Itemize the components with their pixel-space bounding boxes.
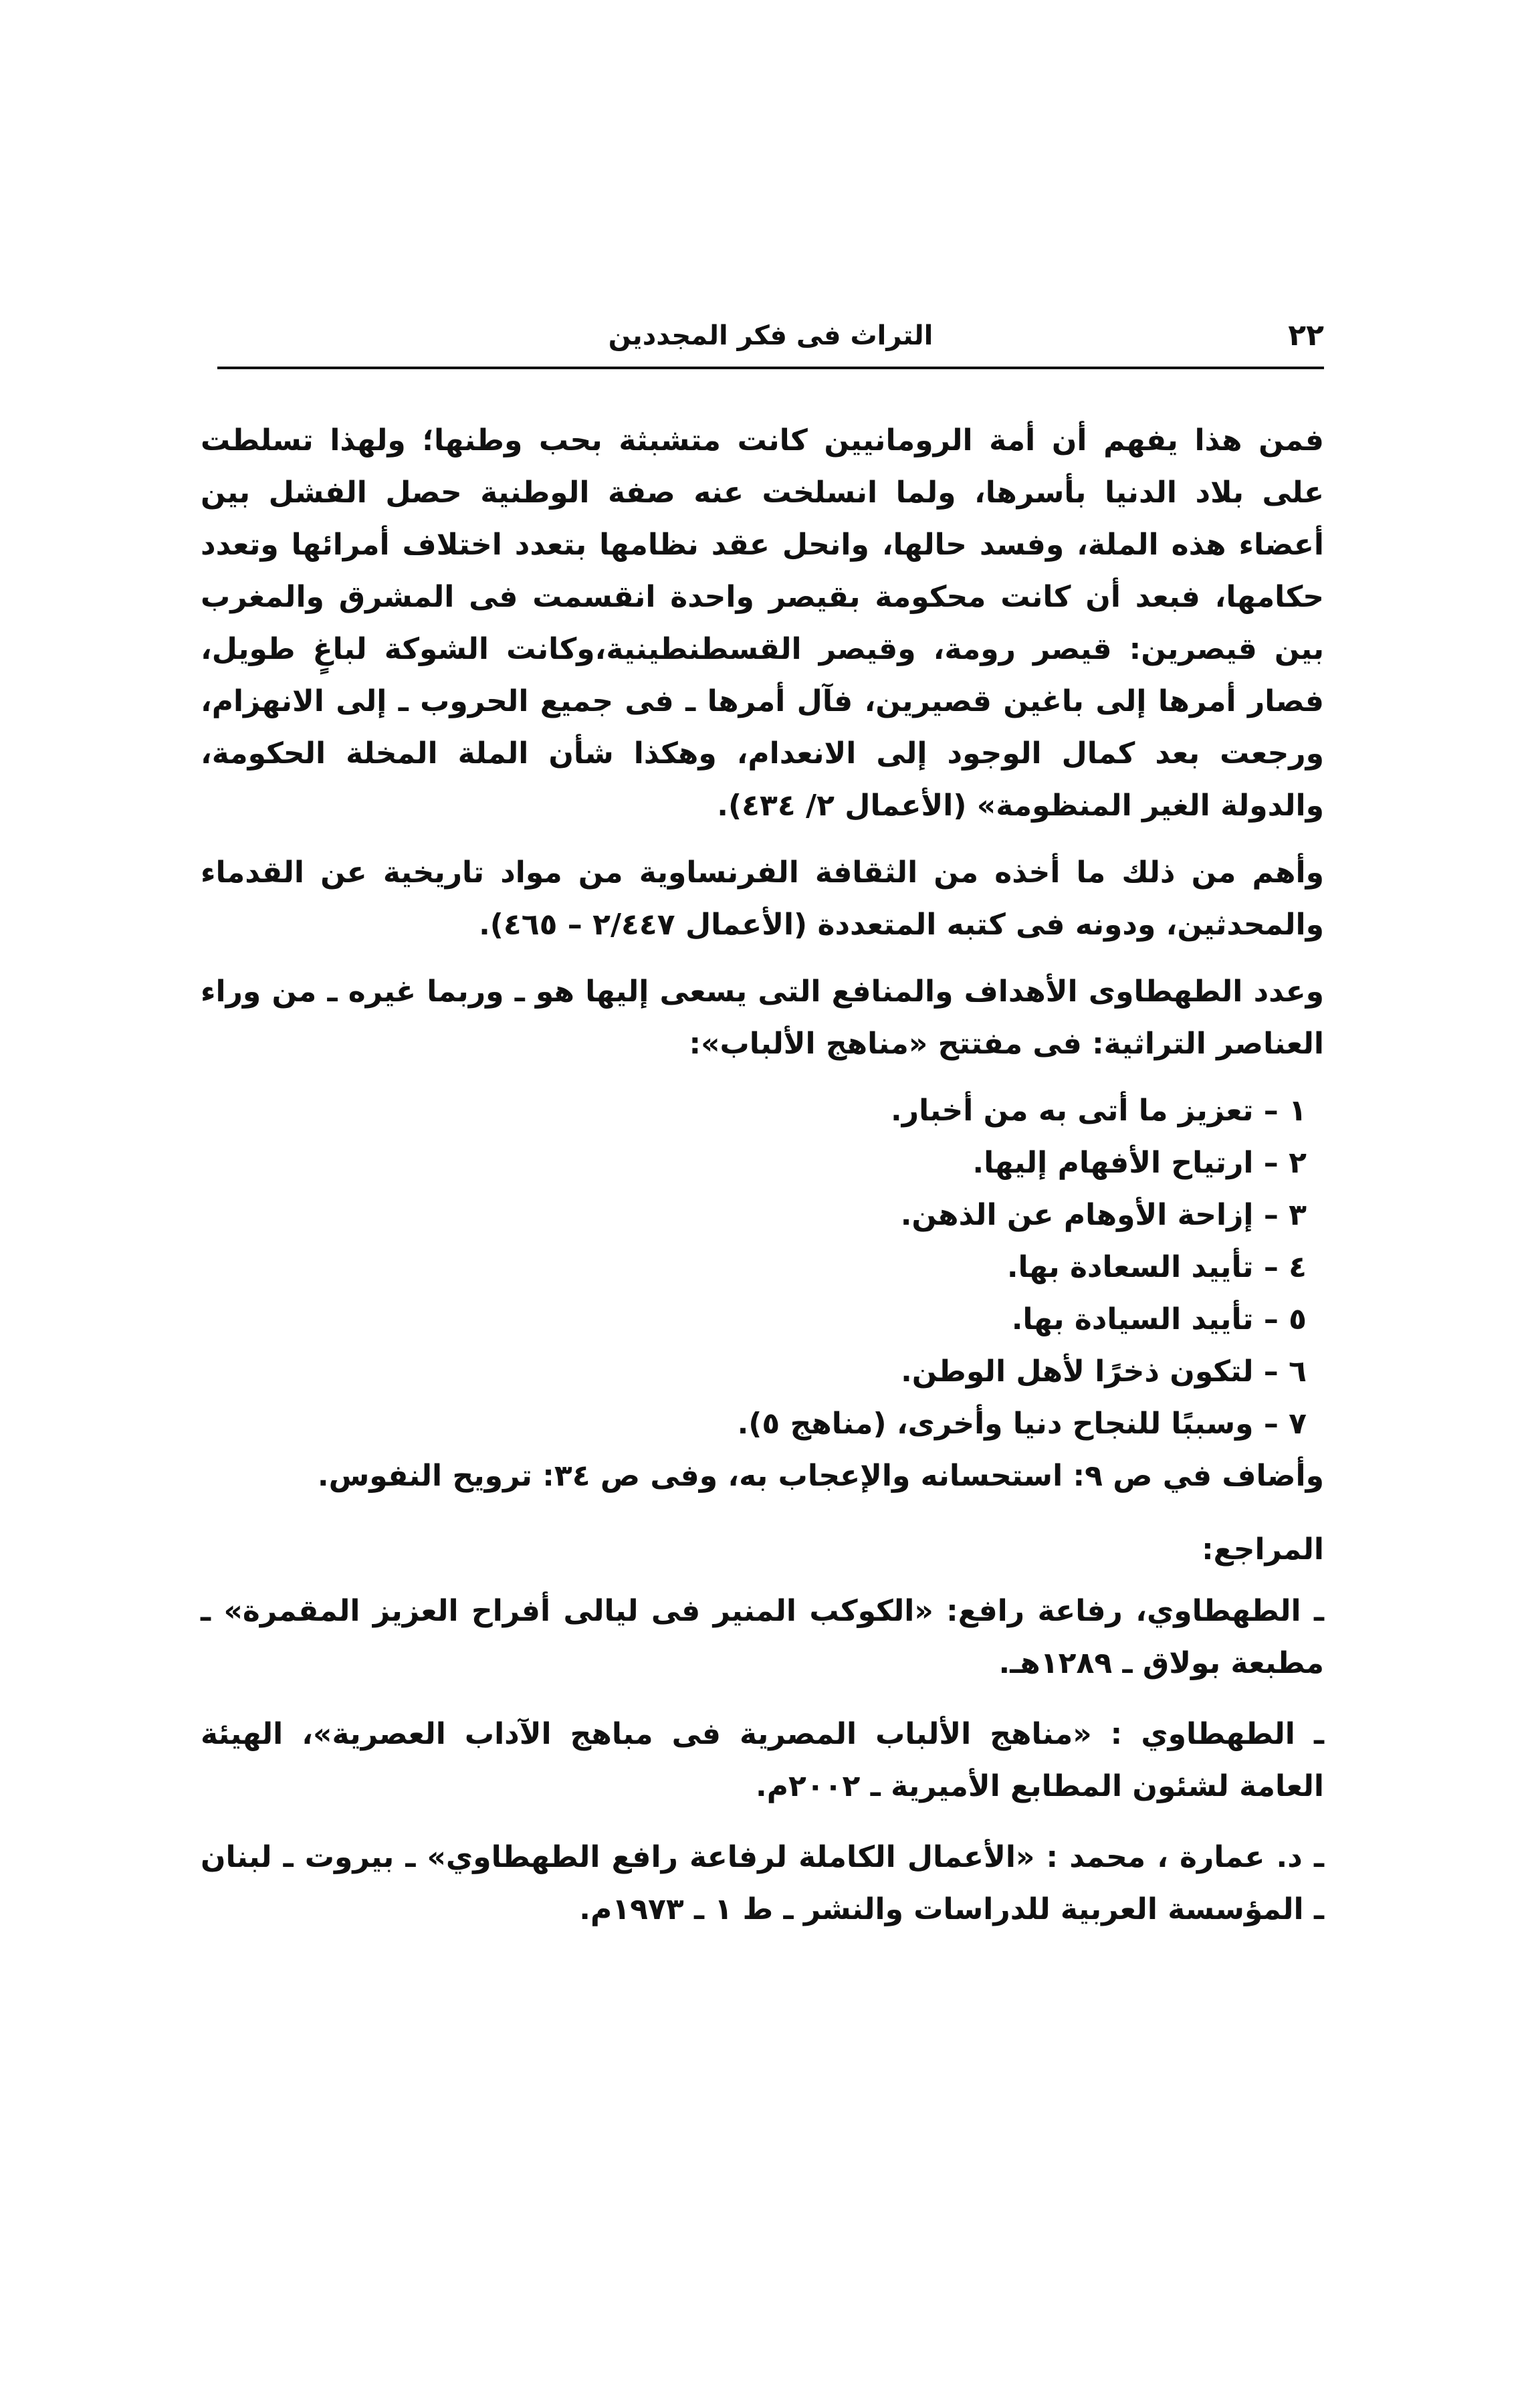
reference-item: ـ الطهطاوي : «مناهج الألباب المصرية فى مباهج الآداب العصرية»، الهيئة العامة لشئون المطابع الأميرية ـ ٢٠٠٢م.: [201, 1717, 1324, 1803]
reference-item: ـ الطهطاوي، رفاعة رافع: «الكوكب المنير فى ليالى أفراح العزيز المقمرة» ـ مطبعة بولاق ـ ١٢٨٩هـ.: [201, 1594, 1324, 1680]
reference-item: ـ د. عمارة ، محمد : «الأعمال الكاملة لرفاعة رافع الطهطاوي» ـ بيروت ـ لبنان ـ المؤسسة العربية للدراسات والنشر ـ ط ١ ـ ١٩٧٣م.: [201, 1840, 1324, 1926]
list-item: ٣ – إزاحة الأوهام عن الذهن.: [900, 1198, 1307, 1232]
running-header: [217, 316, 1324, 369]
references-heading: المراجع:: [1202, 1532, 1324, 1567]
main-text: [201, 415, 1324, 1954]
page-number: ٢٢: [1288, 318, 1324, 353]
paragraph-french-culture: وأهم من ذلك ما أخذه من الثقافة الفرنساوية من مواد تاريخية عن القدماء والمحدثين، ودونه فى كتبه المتعددة (الأعمال ٢/٤٤٧ – ٤٦٥).: [201, 856, 1324, 942]
list-item: ٦ – لتكون ذخرًا لأهل الوطن.: [901, 1354, 1307, 1389]
list-item: ٢ – ارتياح الأفهام إليها.: [972, 1146, 1307, 1180]
paragraph-goals-intro: وعدد الطهطاوى الأهداف والمنافع التى يسعى إليها هو ـ وربما غيره ـ من وراء العناصر التراثية: فى مفتتح «مناهج الألباب»:: [201, 975, 1324, 1061]
addition-note: وأضاف في ص ٩: استحسانه والإعجاب به، وفى ص ٣٤: ترويح النفوس.: [317, 1459, 1324, 1493]
book-title: التراث فى فكر المجددين: [608, 320, 933, 351]
list-item: ٧ – وسببًا للنجاح دنيا وأخرى، (مناهج ٥).: [737, 1407, 1307, 1441]
list-item: ٤ – تأييد السعادة بها.: [1006, 1250, 1307, 1284]
goals-list: [201, 1085, 1324, 1450]
header-divider: [217, 367, 1324, 369]
list-item: ١ – تعزيز ما أتى به من أخبار.: [891, 1094, 1307, 1128]
list-item: ٥ – تأييد السيادة بها.: [1011, 1302, 1307, 1336]
paragraph-romans: فمن هذا يفهم أن أمة الرومانيين كانت متشبثة بحب وطنها؛ ولهذا تسلطت على بلاد الدنيا بأسرها، ولما انسلخت عنه صفة الوطنية حصل الفشل بين أعضاء هذه الملة، وفسد حالها، وانحل عقد نظامها بتعدد اختلاف أمرائها وتعدد حكامها، فبعد أن كانت محكومة بقيصر واحدة انقسمت فى المشرق والمغرب بين قيصرين: قيصر رومة، وقيصر القسطنطينية،وكانت الشوكة لباغٍ طويل، فصار أمرها إلى باغين قصيرين، فآل أمرها ـ فى جميع الحروب ـ إلى الانهزام، ورجعت بعد كمال الوجود إلى الانعدام، وهكذا شأن الملة المخلة الحكومة، والدولة الغير المنظومة» (الأعمال ٢/ ٤٣٤).: [201, 423, 1324, 823]
